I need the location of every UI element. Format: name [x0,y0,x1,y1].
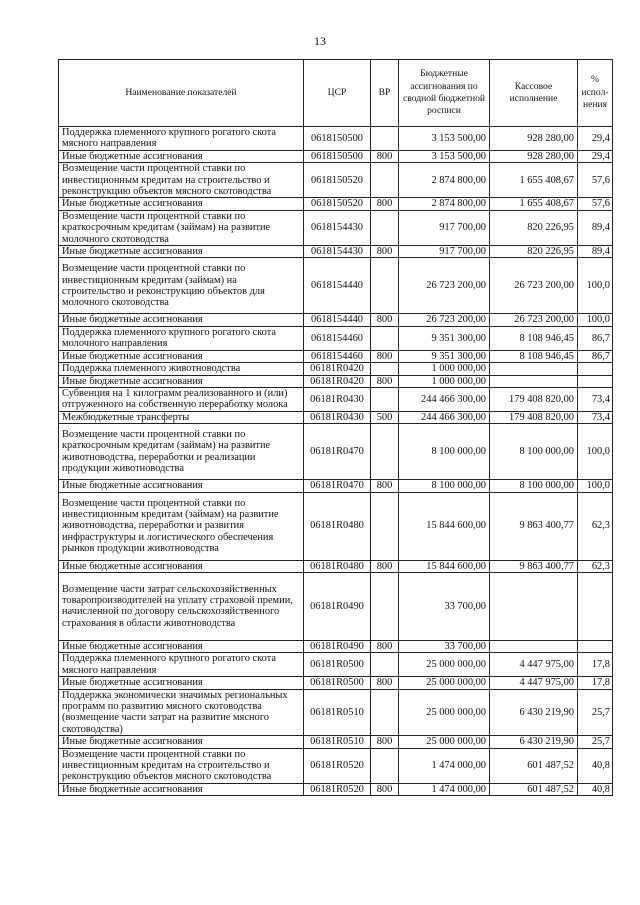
cell-budget: 2 874 800,00 [399,163,490,198]
cell-cash: 26 723 200,00 [490,258,578,314]
cell-csr: 06181R0470 [304,424,371,480]
cell-cash: 8 108 946,45 [490,326,578,350]
cell-vr: 500 [371,411,399,423]
cell-pct: 40,8 [578,748,613,783]
cell-pct: 89,4 [578,210,613,245]
cell-vr: 800 [371,480,399,492]
cell-budget: 26 723 200,00 [399,258,490,314]
cell-budget: 25 000 000,00 [399,689,490,736]
cell-csr: 0618150500 [304,150,371,162]
table-row [59,411,613,423]
cell-csr: 0618154460 [304,326,371,350]
cell-cash: 601 487,52 [490,748,578,783]
table-row [59,210,613,245]
cell-vr: 800 [371,736,399,748]
cell-budget: 3 153 500,00 [399,127,490,151]
cell-name: Иные бюджетные ассигнования [59,560,304,572]
cell-budget: 1 474 000,00 [399,783,490,795]
cell-name: Возмещение части процентной ставки по краткосрочным кредитам (займам) на развитие животноводства, переработки и реализации продукции животноводства [59,424,304,480]
table-row [59,783,613,795]
cell-csr: 0618150500 [304,127,371,151]
column-header-name: Наименование показателей [59,60,304,127]
table-header-row [59,60,613,127]
table-row [59,258,613,314]
cell-cash: 1 655 408,67 [490,163,578,198]
column-header-csr: ЦСР [304,60,371,127]
cell-cash: 6 430 219,90 [490,689,578,736]
cell-cash: 8 100 000,00 [490,480,578,492]
cell-budget: 15 844 600,00 [399,560,490,572]
cell-pct: 29,4 [578,150,613,162]
budget-execution-table [58,59,613,796]
cell-budget: 25 000 000,00 [399,653,490,677]
cell-name: Иные бюджетные ассигнования [59,677,304,689]
cell-name: Возмещение части процентной ставки по инвестиционным кредитам на строительство и реконструкцию объектов мясного скотоводства [59,163,304,198]
cell-cash: 179 408 820,00 [490,411,578,423]
table-row [59,653,613,677]
cell-vr: 800 [371,783,399,795]
cell-csr: 06181R0500 [304,677,371,689]
cell-budget: 25 000 000,00 [399,736,490,748]
table-row [59,363,613,375]
cell-pct: 62,3 [578,560,613,572]
page-number: 13 [314,34,326,48]
cell-csr: 06181R0480 [304,492,371,560]
cell-vr: 800 [371,246,399,258]
cell-name: Возмещение части процентной ставки по инвестиционным кредитам (займам) на развитие животноводства, переработки и развития инфраструктуры и логистического обеспечения рынков продукции животноводства [59,492,304,560]
cell-pct [578,375,613,387]
table-row [59,198,613,210]
cell-pct: 89,4 [578,246,613,258]
cell-cash: 26 723 200,00 [490,314,578,326]
table-row [59,246,613,258]
cell-cash: 928 280,00 [490,150,578,162]
cell-budget: 1 000 000,00 [399,363,490,375]
table-row [59,127,613,151]
cell-vr: 800 [371,640,399,652]
cell-name: Иные бюджетные ассигнования [59,150,304,162]
cell-budget: 8 100 000,00 [399,424,490,480]
cell-csr: 0618154440 [304,258,371,314]
cell-vr [371,363,399,375]
cell-vr [371,163,399,198]
cell-vr: 800 [371,150,399,162]
table-row [59,326,613,350]
table-row [59,640,613,652]
cell-name: Иные бюджетные ассигнования [59,640,304,652]
column-header-vr: ВР [371,60,399,127]
cell-cash: 4 447 975,00 [490,677,578,689]
cell-pct: 40,8 [578,783,613,795]
table-row [59,350,613,362]
cell-name: Поддержка племенного животноводства [59,363,304,375]
column-header-cash: Кассовое исполнение [490,60,578,127]
cell-pct: 25,7 [578,689,613,736]
cell-vr [371,689,399,736]
cell-budget: 917 700,00 [399,210,490,245]
cell-vr [371,326,399,350]
table-row [59,424,613,480]
cell-cash: 820 226,95 [490,246,578,258]
cell-vr: 800 [371,198,399,210]
cell-vr: 800 [371,314,399,326]
cell-vr [371,653,399,677]
cell-csr: 06181R0500 [304,653,371,677]
cell-csr: 06181R0420 [304,375,371,387]
cell-pct: 62,3 [578,492,613,560]
cell-vr [371,748,399,783]
table-row [59,689,613,736]
cell-name: Иные бюджетные ассигнования [59,783,304,795]
cell-budget: 1 000 000,00 [399,375,490,387]
cell-csr: 06181R0420 [304,363,371,375]
cell-csr: 0618154440 [304,314,371,326]
cell-budget: 33 700,00 [399,572,490,640]
table-body [59,127,613,796]
table-row [59,387,613,411]
cell-cash: 601 487,52 [490,783,578,795]
cell-pct: 100,0 [578,480,613,492]
table-row [59,375,613,387]
cell-csr: 06181R0520 [304,748,371,783]
cell-pct: 57,6 [578,198,613,210]
cell-pct [578,640,613,652]
cell-vr [371,127,399,151]
cell-name: Поддержка племенного крупного рогатого скота молочного направления [59,326,304,350]
cell-name: Поддержка племенного крупного рогатого скота мясного направления [59,127,304,151]
column-header-budget: Бюджетные ассигнования по сводной бюджетной росписи [399,60,490,127]
table-row [59,314,613,326]
cell-name: Иные бюджетные ассигнования [59,198,304,210]
cell-pct: 73,4 [578,387,613,411]
cell-cash: 1 655 408,67 [490,198,578,210]
cell-name: Иные бюджетные ассигнования [59,314,304,326]
cell-cash: 8 108 946,45 [490,350,578,362]
cell-name: Поддержка племенного крупного рогатого скота мясного направления [59,653,304,677]
cell-csr: 06181R0430 [304,411,371,423]
cell-vr: 800 [371,375,399,387]
cell-vr: 800 [371,560,399,572]
cell-name: Иные бюджетные ассигнования [59,736,304,748]
cell-cash: 8 100 000,00 [490,424,578,480]
cell-pct: 29,4 [578,127,613,151]
cell-csr: 06181R0490 [304,640,371,652]
cell-budget: 33 700,00 [399,640,490,652]
cell-csr: 06181R0520 [304,783,371,795]
table-row [59,492,613,560]
cell-vr [371,492,399,560]
cell-name: Иные бюджетные ассигнования [59,480,304,492]
cell-cash: 4 447 975,00 [490,653,578,677]
cell-name: Иные бюджетные ассигнования [59,350,304,362]
cell-pct: 100,0 [578,258,613,314]
cell-budget: 9 351 300,00 [399,326,490,350]
cell-cash: 6 430 219,90 [490,736,578,748]
cell-vr [371,424,399,480]
cell-name: Иные бюджетные ассигнования [59,246,304,258]
cell-pct [578,572,613,640]
cell-cash [490,375,578,387]
cell-budget: 15 844 600,00 [399,492,490,560]
cell-vr [371,572,399,640]
cell-csr: 0618154430 [304,246,371,258]
cell-vr: 800 [371,350,399,362]
cell-cash [490,640,578,652]
cell-csr: 06181R0510 [304,689,371,736]
table-row [59,677,613,689]
column-header-pct: % испол-нения [578,60,613,127]
cell-budget: 917 700,00 [399,246,490,258]
cell-pct [578,363,613,375]
cell-pct: 86,7 [578,326,613,350]
cell-budget: 8 100 000,00 [399,480,490,492]
cell-name: Субвенция на 1 килограмм реализованного и (или) отгруженного на собственную переработку молока [59,387,304,411]
cell-name: Возмещение части процентной ставки по краткосрочным кредитам (займам) на развитие молочного скотоводства [59,210,304,245]
cell-budget: 1 474 000,00 [399,748,490,783]
cell-pct: 17,8 [578,677,613,689]
cell-csr: 06181R0490 [304,572,371,640]
cell-cash: 9 863 400,77 [490,492,578,560]
cell-name: Межбюджетные трансферты [59,411,304,423]
cell-cash [490,572,578,640]
cell-csr: 06181R0430 [304,387,371,411]
cell-budget: 3 153 500,00 [399,150,490,162]
cell-budget: 2 874 800,00 [399,198,490,210]
cell-name: Возмещение части затрат сельскохозяйственных товаропроизводителей на уплату страховой премии, начисленной по договору сельскохозяйственного страхования в области животноводства [59,572,304,640]
cell-pct: 86,7 [578,350,613,362]
cell-csr: 06181R0470 [304,480,371,492]
cell-csr: 06181R0510 [304,736,371,748]
table-row [59,163,613,198]
cell-name: Возмещение части процентной ставки по инвестиционным кредитам на строительство и реконструкцию объектов мясного скотоводства [59,748,304,783]
cell-cash: 179 408 820,00 [490,387,578,411]
cell-pct: 73,4 [578,411,613,423]
cell-budget: 26 723 200,00 [399,314,490,326]
cell-budget: 244 466 300,00 [399,411,490,423]
cell-pct: 17,8 [578,653,613,677]
cell-vr [371,258,399,314]
table-row [59,748,613,783]
cell-csr: 0618150520 [304,198,371,210]
cell-cash: 928 280,00 [490,127,578,151]
cell-pct: 100,0 [578,424,613,480]
table-row [59,736,613,748]
cell-cash: 9 863 400,77 [490,560,578,572]
cell-csr: 0618150520 [304,163,371,198]
cell-vr [371,210,399,245]
cell-pct: 57,6 [578,163,613,198]
cell-budget: 9 351 300,00 [399,350,490,362]
table-row [59,150,613,162]
cell-csr: 06181R0480 [304,560,371,572]
cell-vr: 800 [371,677,399,689]
cell-csr: 0618154430 [304,210,371,245]
cell-pct: 100,0 [578,314,613,326]
cell-name: Иные бюджетные ассигнования [59,375,304,387]
cell-cash: 820 226,95 [490,210,578,245]
table-row [59,572,613,640]
cell-vr [371,387,399,411]
table-row [59,480,613,492]
cell-name: Поддержка экономически значимых региональных программ по развитию мясного скотоводства (возмещение части затрат на развитие мясного скотоводства) [59,689,304,736]
table-row [59,560,613,572]
cell-budget: 244 466 300,00 [399,387,490,411]
cell-budget: 25 000 000,00 [399,677,490,689]
cell-csr: 0618154460 [304,350,371,362]
cell-cash [490,363,578,375]
cell-name: Возмещение части процентной ставки по инвестиционным кредитам (займам) на строительство и реконструкцию объектов для молочного скотоводства [59,258,304,314]
cell-pct: 25,7 [578,736,613,748]
